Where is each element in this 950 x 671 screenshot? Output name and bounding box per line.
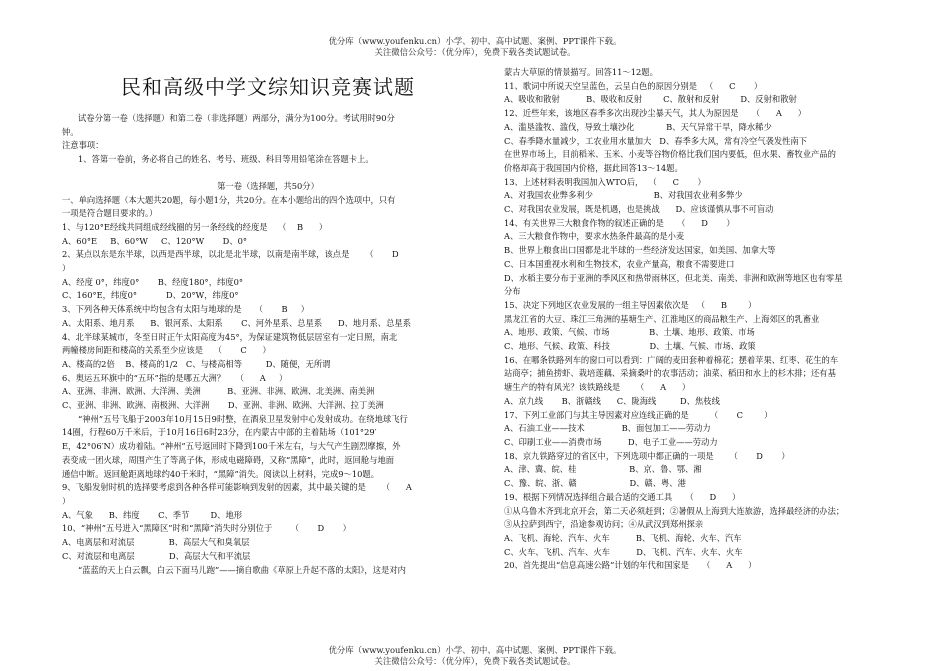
text-line: C、豫、皖、浙、赣 D、赣、粤、港	[504, 478, 686, 489]
text-line: 1、答第一卷前，务必将自己的姓名、考号、班级、科目等用铅笔涂在答题卡上。	[78, 154, 374, 165]
text-line: 3、下列各种天体系统中均包含有太阳与地球的是 （ B ）	[62, 304, 310, 315]
text-line: A、吸收和散射 B、吸收和反射 C、散射和反射 D、反射和散射	[504, 94, 797, 105]
text-line: 通信中断。返回舱距离地球约40千米时，“黑障”消失。阅读以上材料，完成9～10题。	[62, 468, 379, 479]
right-column	[504, 66, 922, 573]
footer-line-2: 关注微信公众号：（优分库），免费下载各类试题试卷。	[374, 656, 576, 666]
text-line: A、电离层和对流层 B、高层大气和臭氧层	[62, 537, 250, 548]
text-line: ③从拉萨到西宁，沿途参观访问；④从武汉到郑州探亲	[504, 519, 704, 530]
text-line: 17、下列工业部门与其主导因素对应连线正确的是 （ C ）	[504, 409, 773, 420]
text-line: 塘生产的特有风光？该铁路线是 （ A ）	[504, 382, 691, 393]
text-line: 4、北半球某城市，冬至日时正午太阳高度为45°，为保证建筑物低层居室有一定日照，南北	[62, 331, 398, 342]
text-line: 蒙古大草原的情景描写。回答11～12题。	[504, 67, 658, 77]
text-line: C、160°E，纬度0° D、20°W，纬度0°	[62, 290, 239, 301]
text-line: 试卷分第一卷（选择题）和第二卷（非选择题）两部分，满分为100分。考试用时90分	[78, 113, 395, 123]
text-line: 一、单向选择题（本大题共20题，每小题1分，共20分。在本小题给出的四个选项中，只有	[62, 194, 396, 205]
text-line: 14圈，行程60万千米后，于10月16日6时23分，在内蒙古中部的主着陆场（101°29′	[62, 427, 377, 438]
text-line: D、水稻主要分布于亚洲的季风区和热带雨林区，但北美、南美、非洲和欧洲等地区也有零星	[504, 272, 843, 283]
text-line: 10、“神州”五号进入“黑障区”时和“黑障”消失时分别位于 （ D ）	[62, 523, 351, 534]
text-line: A、地形、政策、气候、市场 B、土壤、地形、政策、市场	[504, 327, 755, 338]
text-line: “神州”五号飞船于2003年10月15日9时整，在酒泉卫星发射中心发射成功。在绕地球飞行	[78, 413, 408, 424]
text-line: 1、与120°E经线共同组成经线圈的另一条经线的经度是 （ B ）	[62, 221, 328, 232]
text-line: 16、在哪条铁路列车的窗口可以看到：广阔的麦田套种着棉花；摆着苹果、红枣、花生的车	[504, 354, 839, 365]
text-line: ）	[62, 495, 71, 506]
text-line: A、经度 0°，纬度0° B、经度180°，纬度0°	[62, 276, 244, 287]
text-line: A、三大粮食作物中，要求水热条件最高的是小麦	[504, 231, 685, 242]
text-line: ①从乌鲁木齐到北京开会，第二天必须赶到；②暑假从上海到大连旅游，选择最经济的办法；	[504, 505, 845, 516]
text-line: 两幢楼房间距和楼高的关系至少应该是 （ C ）	[62, 345, 271, 356]
text-line: 黑龙江省的大豆、珠江三角洲的基塘生产、江淮地区的商品粮生产、上海郊区的乳畜业	[504, 313, 820, 324]
left-column-body	[62, 112, 474, 577]
text-line: A、楼高的2倍 B、楼高的1/2 C、与楼高相等 D、随便，无所谓	[62, 358, 331, 369]
text-line: A、亚洲、非洲、欧洲、大洋洲、美洲 B、亚洲、非洲、欧洲、北美洲、南美洲	[62, 386, 375, 397]
text-line: C、对流层和电离层 D、高层大气和平流层	[62, 550, 251, 561]
text-line: 一项是符合题目要求的。）	[62, 208, 158, 219]
text-line: A、滥垦滥牧、滥伐，导致土壤沙化 B、天气异常干旱，降水稀少	[504, 121, 772, 132]
text-line: 20、首先提出“信息高速公路”计划的年代和国家是 （ A ）	[504, 560, 757, 571]
text-line: ）	[62, 263, 71, 274]
text-line	[62, 167, 474, 180]
text-line: 2、某点以东是东半球，以西是西半球，以北是北半球，以南是南半球，该点是 （ D	[62, 249, 399, 260]
footer-line-1: 优分库（www.youfenku.cn）小学、初中、高中试题、案例、PPT课件下载。	[328, 645, 622, 655]
left-column	[62, 60, 474, 577]
text-line: 18、京九铁路穿过的省区中，下列选项中都正确的一项是 （ D ）	[504, 450, 790, 461]
text-line: C、日本国重视水利和生物技术，农业产量高，粮食不需要进口	[504, 258, 735, 269]
page-header	[0, 36, 950, 58]
text-line: 12、近些年来，该地区春季多次出现沙尘暴天气，其人为原因是 （ A ）	[504, 108, 806, 119]
header-line-1: 优分库（www.youfenku.cn）小学、初中、高中试题、案例、PPT课件下载。	[328, 36, 622, 46]
text-line: C、地形、气候、政策、科技 D、土壤、气候、市场、政策	[504, 341, 756, 352]
text-line: 钟。	[62, 126, 79, 137]
text-line: C、春季降水量减少，工农业用水量加大 D、春季多大风，常有冷空气袭发性南下	[504, 135, 808, 146]
text-line: C、亚洲、非洲、欧洲、南极洲、大洋洲 D、亚洲、非洲、欧洲、大洋洲、拉丁美洲	[62, 400, 384, 411]
text-line: 价格却高于我国国内价格，据此回答13～14题。	[504, 162, 683, 173]
page-title: 民和高级中学文综知识竞赛试题	[121, 75, 415, 99]
text-line: 9、飞船发射时机的选择要考虑到各种各样可能影响到发射的因素，其中最关键的是 （ A	[62, 482, 412, 493]
text-line: E，42°06′N）成功着陆。“神州”五号返回时下降到100千米左右，与大气产生剧烈摩擦，外	[62, 441, 401, 452]
text-line: A、60°E B、60°W C、120°W D、0°	[62, 235, 248, 246]
text-line: 15、决定下列地区农业发展的一组主导因素依次是 （ B ）	[504, 299, 757, 310]
text-line: A、气象 B、纬度 C、季节 D、地形	[62, 509, 243, 520]
text-line: 在世界市场上，目前稻米、玉米、小麦等谷物价格比我们国内要低，但水果、畜牧业产品的	[504, 149, 836, 160]
text-line: 分布	[504, 286, 521, 297]
right-column-body	[504, 66, 922, 573]
text-line: 19、根据下列情况选择组合最合适的交通工具 （ D ）	[504, 491, 741, 502]
text-line: A、飞机、海轮、汽车、火车 B、飞机、海轮、火车、汽车	[504, 532, 742, 543]
text-line: 第一卷（选择题，共50分）	[217, 180, 319, 191]
text-line: 14、有关世界三大粮食作物的叙述正确的是 （ D ）	[504, 217, 735, 228]
text-line: 站商亭；捕鱼捞虾、栽培莲藕、采摘桑叶的农事活动；油菜、稻田和水上的杉木排；还有基	[504, 368, 836, 379]
header-line-2: 关注微信公众号：（优分库），免费下载各类试题试卷。	[374, 47, 576, 57]
text-line: 11、歌词中所说天空呈蓝色，云呈白色的原因分别是 （ C ）	[504, 80, 763, 91]
text-line: A、太阳系、地月系 B、银河系、太阳系 C、河外星系、总星系 D、地月系、总星系	[62, 317, 411, 328]
text-line: A、津、冀、皖、桂 B、京、鲁、鄂、湘	[504, 464, 702, 475]
text-line: A、对我国农业弊多利少 B、对我国农业利多弊少	[504, 190, 743, 201]
text-line: 注意事项：	[62, 140, 104, 151]
text-line: C、印刷工业——消费市场 D、电子工业——劳动力	[504, 436, 718, 447]
text-line: B、世界上粮食出口国都是北半球的一些经济发达国家，如美国、加拿大等	[504, 245, 776, 256]
text-line: C、火车、飞机、汽车、火车 D、飞机、汽车、火车、火车	[504, 546, 743, 557]
page-footer	[0, 645, 950, 667]
text-line: A、京九线 B、浙赣线 C、陇海线 D、焦枝线	[504, 395, 720, 406]
text-line: 表变成一团火球，周围产生了等离子体，形成电磁障碍，又称“黑障”，此时，返回舱与地面	[62, 454, 395, 465]
text-line: C、对我国农业发展，既是机遇，也是挑战 D、应该谨慎从事不可盲动	[504, 204, 774, 215]
text-line: “蓝蓝的天上白云飘，白云下面马儿跑”——摘自歌曲《草原上升起不落的太阳》，这是对内	[78, 564, 406, 575]
text-line: 13、上述材料表明我国加入WTO后， （ C ）	[504, 176, 706, 187]
text-line: 6、奥运五环旗中的“五环”指的是哪五大洲？ （ A ）	[62, 372, 288, 383]
text-line: A、石油工业——技术 B、面包加工——劳动力	[504, 423, 711, 434]
